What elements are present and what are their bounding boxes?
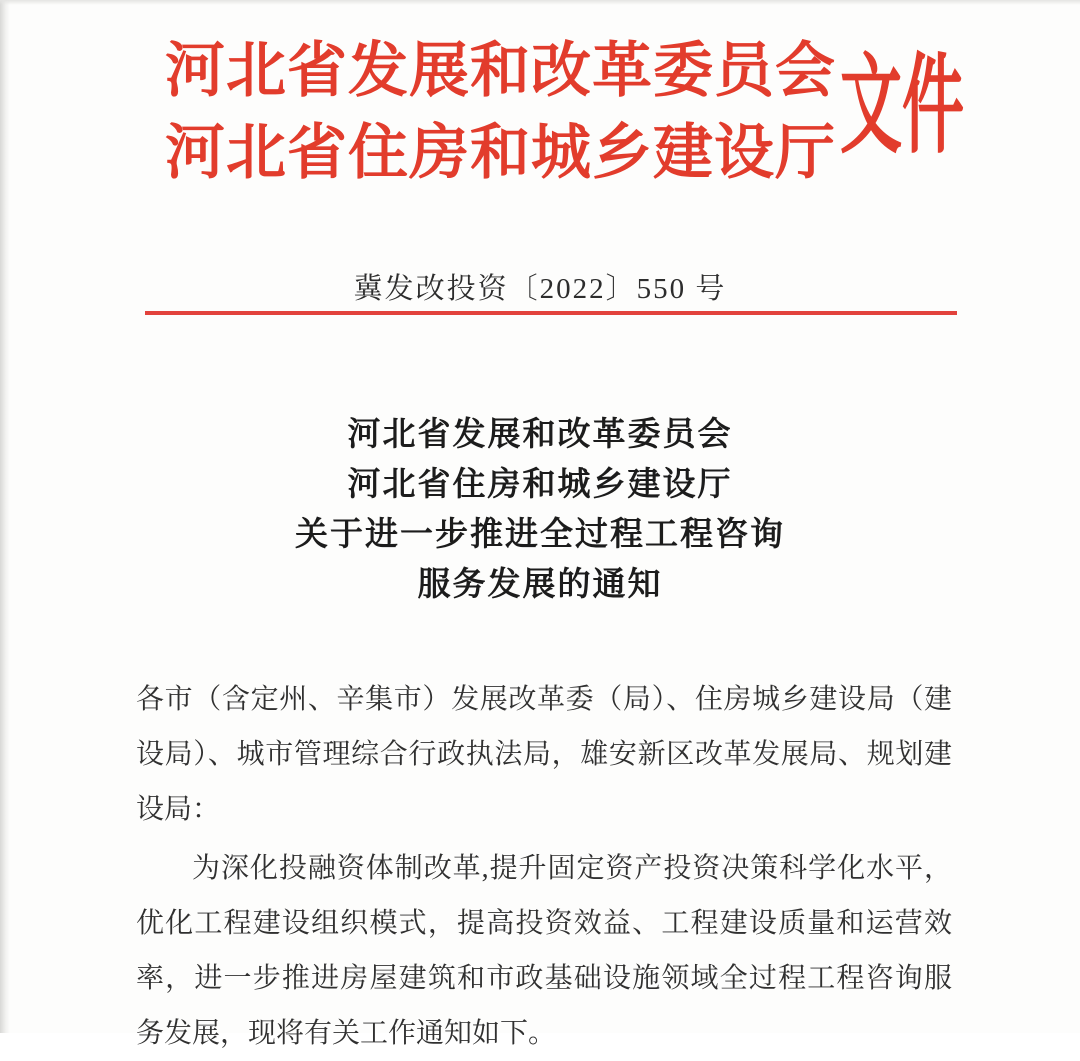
title-line-3: 关于进一步推进全过程工程咨询 [295, 517, 785, 553]
body-paragraph [136, 841, 952, 1061]
body-line: 为深化投融资体制改革,提升固定资产投资决策科学化水平， [192, 853, 952, 884]
body-line: 率，进一步推进房屋建筑和市政基础设施领域全过程工程咨询服 [136, 963, 952, 994]
title-line-2: 河北省住房和城乡建设厅 [347, 467, 733, 503]
doc-number: 冀发改投资〔2022〕550 号 [353, 273, 727, 305]
recipients-paragraph [136, 672, 952, 837]
body-line: 务发展，现将有关工作通知如下。 [136, 1018, 557, 1049]
letterhead [165, 30, 965, 194]
document-body [136, 672, 952, 1061]
issuing-agencies [165, 30, 836, 194]
title-line-4: 服务发展的通知 [417, 567, 663, 603]
issuing-agency-line-2: 河北省住房和城乡建设厅 [165, 120, 836, 186]
red-divider-line [145, 311, 957, 315]
body-line: 优化工程建设组织模式，提高投资效益、工程建设质量和运营效 [136, 908, 952, 939]
recipients-line: 各市（含定州、辛集市）发展改革委（局）、住房城乡建设局（建 [136, 684, 952, 715]
recipients-line: 设局）、城市管理综合行政执法局，雄安新区改革发展局、规划建 [136, 739, 952, 770]
title-line-1: 河北省发展和改革委员会 [347, 417, 733, 453]
scan-edge-top [0, 0, 1080, 5]
recipients-line: 设局： [136, 794, 221, 825]
doc-type-label: 文件 [840, 46, 964, 167]
document-title [0, 410, 1080, 610]
issuing-agency-line-1: 河北省发展和改革委员会 [165, 38, 836, 104]
